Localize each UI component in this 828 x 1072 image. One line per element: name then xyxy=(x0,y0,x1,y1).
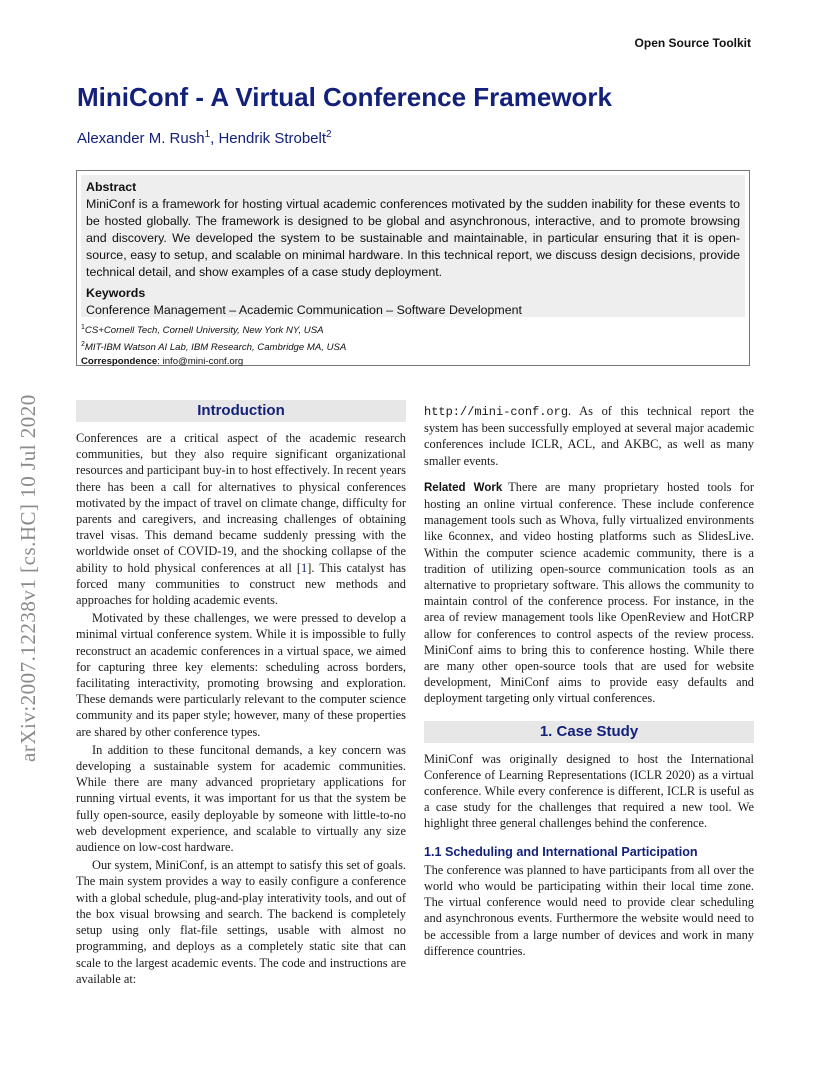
paragraph-text: There are many proprietary hosted tools for hosting an online virtual conference. These include conference management tools such as Whova, fully virtualized environments like 6connex, and video hosting platforms such as SlidesLive. Within the computer science academic community, there is a tradition of utilizing open-source communication tools as an alternative to proprietary software. This allows the community to maintain control of the conference process. For instance, in the area of review management tools like OpenReview and HotCRP allow for conferences to control aspects of the review process. MiniConf aims to bring this to conference hosting. While there are many other open-source tools that are used for website development, MiniConf aims to provide easy defaults and deployment targeting only virtual conferences. xyxy=(424,479,754,706)
author-affiliation-marker: 2 xyxy=(326,129,332,140)
section-heading-introduction: Introduction xyxy=(76,400,406,422)
section-heading-case-study: 1. Case Study xyxy=(424,721,754,743)
affiliation-text: CS+Cornell Tech, Cornell University, New York NY, USA xyxy=(84,325,324,337)
left-column xyxy=(76,400,406,987)
scheduling-paragraph: The conference was planned to have participants from all over the world who would be participating within their local time zone. The virtual conference would need to provide clear scheduling and asynchronous events. Furthermore the website would need to be accessible from a large number of devices and work in many difference countries. xyxy=(424,862,754,958)
keywords-heading: Keywords xyxy=(86,286,146,300)
paper-title: MiniConf - A Virtual Conference Framework xyxy=(77,82,613,112)
affiliation-1 xyxy=(81,321,745,338)
affiliation-2 xyxy=(81,338,745,355)
citation-link[interactable]: 1 xyxy=(301,560,308,575)
intro-paragraph-3: In addition to these funcitonal demands, a key concern was developing a sustainable system for academic communities. While there are many advanced proprietary applications for running virtual events, it was important for us that the system be fully open-source, easily deployable by someone with little-to-no web development experience, and scalable to virtually any size audience on low-cost hardware. xyxy=(76,742,406,855)
paragraph-text: . As of this technical report the system has been successfully employed at several major academic conferences include ICLR, ACL, and AKBC, as well as many smaller events. xyxy=(424,404,754,468)
author-name: Hendrik Strobelt xyxy=(218,130,327,147)
affiliation-text: MIT-IBM Watson AI Lab, IBM Research, Cambridge MA, USA xyxy=(84,342,347,354)
correspondence-label: Correspondence xyxy=(81,356,158,368)
correspondence-email: : info@mini-conf.org xyxy=(157,356,244,368)
paragraph-text: Conferences are a critical aspect of the academic research communities, but they also require significant organizational resources and participant buy-in to host effectively. In recent years there has been a call for alternatives to physical conferences motivated by the impact of travel on climate change, difficulty for parents and caregivers, and increasing challenges of obtaining travel visas. This demand became suddenly pressing with the worldwide onset of COVID-19, and the shocking collapse of the ability to hold physical conferences at all [ xyxy=(76,431,406,575)
abstract-text: MiniConf is a framework for hosting virtual academic conferences motivated by the sudden inability for these events to be hosted globally. The framework is designed to be global and asynchronous, interactive, and to promote browsing and discovery. We developed the system to be sustainable and maintainable, in particular ensuring that it is open-source, easy to setup, and scalable on minimal hardware. In this technical report, we discuss design decisions, provide technical detail, and show examples of a case study deployment. xyxy=(86,197,740,279)
intro-paragraph-continued xyxy=(424,403,754,469)
author-name: Alexander M. Rush xyxy=(77,130,205,147)
case-study-paragraph: MiniConf was originally designed to host the International Conference of Learning Representations (ICLR 2020) as a virtual conference. While every conference is different, ICLR is useful as a case study for the challenges that required a new tool. We highlight three general challenges behind the conference. xyxy=(424,751,754,831)
intro-paragraph-2: Motivated by these challenges, we were pressed to develop a minimal virtual conference system. While it is impossible to fully reconstruct an academic conferences in a virtual space, we aimed for capturing three key elements: scheduling across borders, facilitating interactivity, promoting browsing and exploration. These demands were particularly relevant to the computer science community and its paper style; however, many of these properties are shared by other conference types. xyxy=(76,611,406,739)
project-url[interactable]: http://mini-conf.org xyxy=(424,405,569,419)
correspondence xyxy=(81,355,745,369)
related-work-heading: Related Work xyxy=(424,481,503,494)
abstract-panel xyxy=(81,175,745,317)
affiliations xyxy=(81,321,745,369)
intro-paragraph-1 xyxy=(76,430,406,608)
arxiv-identifier-stamp: arXiv:2007.12238v1 [cs.HC] 10 Jul 2020 xyxy=(16,394,40,762)
intro-paragraph-4: Our system, MiniConf, is an attempt to satisfy this set of goals. The main system provides a way to easily configure a conference with a global schedule, plug-and-play interativity tools, and out of the box visual browsing and search. The backend is completely setup using only flat-file settings, usable with almost no programming, and deploys as a completely static site that can scale to the largest academic events. The code and instructions are available at: xyxy=(76,858,406,986)
affiliation-marker: 2 xyxy=(81,341,85,349)
abstract-box xyxy=(76,170,750,366)
right-column xyxy=(424,403,754,959)
keywords-text: Conference Management – Academic Communication – Software Development xyxy=(86,303,522,317)
paragraph-text: ]. This catalyst has forced many communities to construct new methods and approaches for holding academic events. xyxy=(76,560,406,608)
author-list: Alexander M. Rush$^1$, Hendrik Strobelt$^2$ xyxy=(77,129,332,147)
affiliation-marker: 1 xyxy=(81,324,85,331)
subsection-heading-scheduling: 1.1 Scheduling and International Participation xyxy=(424,844,698,859)
related-work-paragraph xyxy=(424,479,754,707)
abstract-heading: Abstract xyxy=(86,180,137,194)
running-header: Open Source Toolkit xyxy=(634,36,751,50)
author-affiliation-marker: 1 xyxy=(204,129,211,140)
